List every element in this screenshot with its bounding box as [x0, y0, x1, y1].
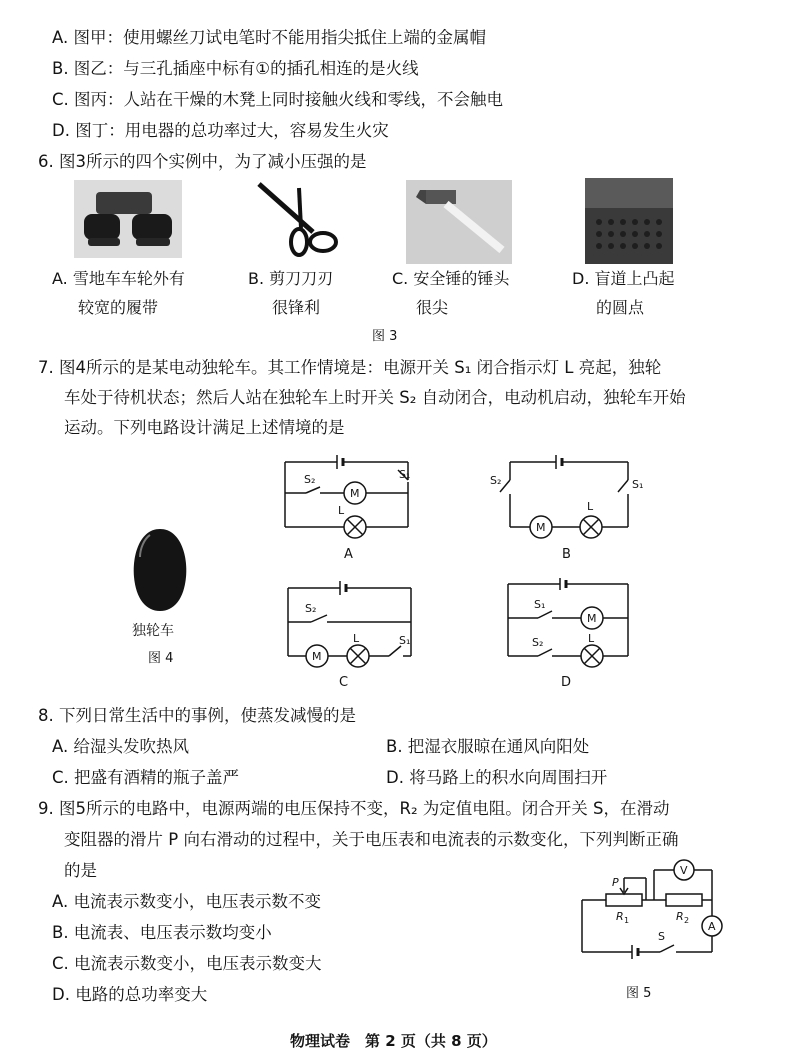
circuit-c-lamp-label: L	[353, 632, 360, 645]
circuit-c-s2-label: S₂	[305, 602, 317, 615]
q5-option-b: B. 图乙：与三孔插座中标有①的插孔相连的是火线	[52, 59, 419, 78]
circuit-d-s2-label: S₂	[532, 636, 544, 649]
circuit-b-s2-label: S₂	[490, 474, 502, 487]
circuit-b-lamp-label: L	[587, 500, 594, 513]
circuit-b-s1-label: S₁	[632, 478, 644, 491]
figure-5-circuit	[574, 860, 730, 960]
circuit-a-s2-label: S₂	[304, 473, 316, 486]
figure-5-r1-label: R	[616, 910, 624, 923]
circuit-c-motor-label: M	[312, 650, 322, 663]
circuit-d-motor-label: M	[587, 612, 597, 625]
q7-stem-line1: 7. 图4所示的是某电动独轮车。其工作情境是：电源开关 S₁ 闭合指示灯 L 亮起，独轮	[38, 358, 662, 377]
circuit-a-lamp-label: L	[338, 504, 345, 517]
figure-5-p-label: P	[612, 876, 619, 889]
q9-stem-line2: 变阻器的滑片 P 向右滑动的过程中，关于电压表和电流表的示数变化，下列判断正确	[64, 830, 679, 849]
q9-stem-line3: 的是	[64, 861, 97, 880]
q8-option-c: C. 把盛有酒精的瓶子盖严	[52, 768, 240, 787]
tactile-paving-photo	[585, 178, 673, 264]
figure-5-voltmeter-label: V	[680, 864, 688, 877]
circuit-c-letter: C	[339, 675, 349, 690]
q6-option-a-line2: 较宽的履带	[78, 298, 159, 317]
q7-stem-line3: 运动。下列电路设计满足上述情境的是	[64, 418, 345, 437]
q8-option-a: A. 给湿头发吹热风	[52, 737, 189, 756]
page-footer: 物理试卷 第 2 页（共 8 页）	[290, 1032, 497, 1050]
circuit-a-s1-label: S₁	[399, 468, 411, 481]
q6-option-a-line1: A. 雪地车车轮外有	[52, 269, 185, 288]
figure-5-r1-subscript: 1	[624, 916, 630, 925]
circuit-d-lamp-label: L	[588, 632, 595, 645]
circuit-a-letter: A	[344, 547, 353, 562]
circuit-b	[490, 452, 644, 562]
circuit-c-s1-label: S₁	[399, 634, 411, 647]
q9-option-c: C. 电流表示数变小，电压表示数变大	[52, 954, 322, 973]
q5-option-c: C. 图丙：人站在干燥的木凳上同时接触火线和零线，不会触电	[52, 90, 504, 109]
figure-5-ammeter-label: A	[708, 920, 716, 933]
circuit-a-motor-label: M	[350, 487, 360, 500]
q6-option-c-line2: 很尖	[416, 298, 449, 317]
circuit-b-letter: B	[562, 547, 571, 562]
q6-stem: 6. 图3所示的四个实例中，为了减小压强的是	[38, 152, 367, 171]
circuit-b-motor-label: M	[536, 521, 546, 534]
q8-stem: 8. 下列日常生活中的事例，使蒸发减慢的是	[38, 706, 356, 725]
q7-stem-line2: 车处于待机状态；然后人站在独轮车上时开关 S₂ 自动闭合，电动机启动，独轮车开始	[64, 388, 686, 407]
snow-vehicle-photo	[74, 180, 182, 258]
figure-5-r2-label: R	[676, 910, 684, 923]
figure-4-label: 图 4	[148, 651, 174, 666]
unicycle-caption: 独轮车	[132, 623, 174, 639]
circuit-a	[280, 452, 420, 562]
q6-option-c-line1: C. 安全锤的锤头	[392, 269, 510, 288]
q6-option-b-line1: B. 剪刀刀刃	[248, 269, 334, 288]
q6-option-d-line1: D. 盲道上凸起	[572, 269, 675, 288]
q5-option-d: D. 图丁：用电器的总功率过大，容易发生火灾	[52, 121, 389, 140]
q9-option-b: B. 电流表、电压表示数均变小	[52, 923, 272, 942]
scissors-photo	[255, 182, 345, 262]
circuit-d	[500, 578, 640, 690]
figure-3-label: 图 3	[372, 329, 398, 344]
unicycle-image	[120, 525, 200, 615]
circuit-d-s1-label: S₁	[534, 598, 546, 611]
q6-option-d-line2: 的圆点	[596, 298, 645, 317]
q9-option-d: D. 电路的总功率变大	[52, 985, 208, 1004]
q9-stem-line1: 9. 图5所示的电路中，电源两端的电压保持不变，R₂ 为定值电阻。闭合开关 S，在滑动	[38, 799, 670, 818]
q9-option-a: A. 电流表示数变小，电压表示数不变	[52, 892, 321, 911]
circuit-c	[283, 578, 423, 690]
q5-option-a: A. 图甲：使用螺丝刀试电笔时不能用指尖抵住上端的金属帽	[52, 28, 486, 47]
figure-5-label: 图 5	[626, 986, 652, 1001]
q8-option-b: B. 把湿衣服晾在通风向阳处	[386, 737, 590, 756]
q8-option-d: D. 将马路上的积水向周围扫开	[386, 768, 608, 787]
figure-5-r2-subscript: 2	[684, 916, 690, 925]
q6-option-b-line2: 很锋利	[272, 298, 321, 317]
safety-hammer-photo	[406, 180, 512, 264]
circuit-d-letter: D	[561, 675, 572, 690]
figure-5-switch-label: S	[658, 930, 665, 943]
